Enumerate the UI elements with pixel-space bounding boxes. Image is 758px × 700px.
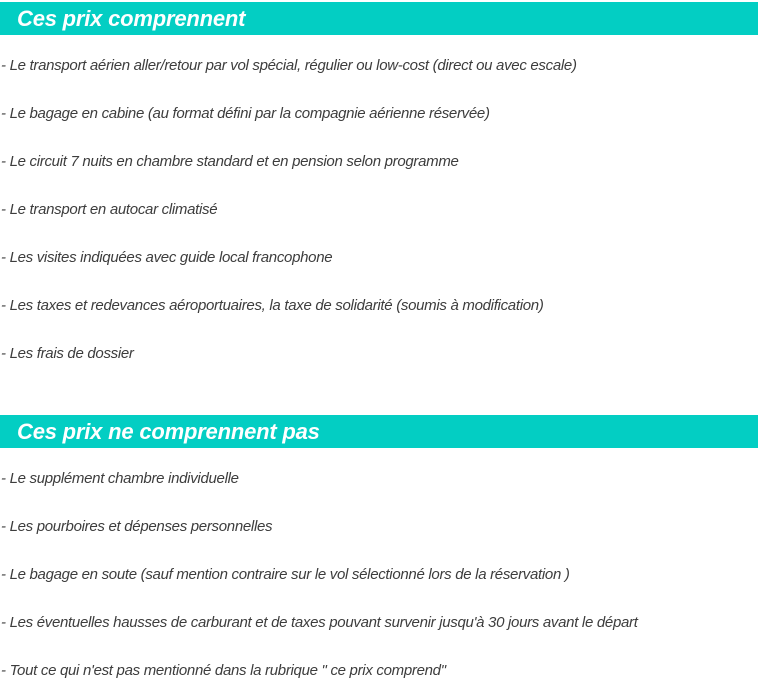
list-item: - Les pourboires et dépenses personnelles <box>1 517 273 535</box>
list-item: - Le transport en autocar climatisé <box>1 200 218 218</box>
section-header-include <box>0 2 758 35</box>
section-title-include: Ces prix comprennent <box>17 5 246 31</box>
exclude-item-list <box>0 454 758 694</box>
section-title-exclude: Ces prix ne comprennent pas <box>17 418 320 444</box>
section-header-exclude <box>0 415 758 448</box>
list-item: - Tout ce qui n'est pas mentionné dans la rubrique " ce prix comprend" <box>1 661 446 679</box>
include-item-list <box>0 41 758 377</box>
list-item: - Le supplément chambre individuelle <box>1 469 239 487</box>
list-item: - Les frais de dossier <box>1 344 134 362</box>
section-prices-exclude <box>0 415 758 694</box>
list-item: - Le bagage en cabine (au format défini par la compagnie aérienne réservée) <box>1 104 490 122</box>
section-prices-include <box>0 2 758 377</box>
list-item: - Le transport aérien aller/retour par vol spécial, régulier ou low-cost (direct ou avec escale) <box>1 56 577 74</box>
list-item: - Le bagage en soute (sauf mention contraire sur le vol sélectionné lors de la réservation ) <box>1 565 570 583</box>
list-item: - Les visites indiquées avec guide local francophone <box>1 248 333 266</box>
list-item: - Les éventuelles hausses de carburant et de taxes pouvant survenir jusqu'à 30 jours avant le départ <box>1 613 638 631</box>
list-item: - Les taxes et redevances aéroportuaires, la taxe de solidarité (soumis à modification) <box>1 296 544 314</box>
list-item: - Le circuit 7 nuits en chambre standard et en pension selon programme <box>1 152 459 170</box>
